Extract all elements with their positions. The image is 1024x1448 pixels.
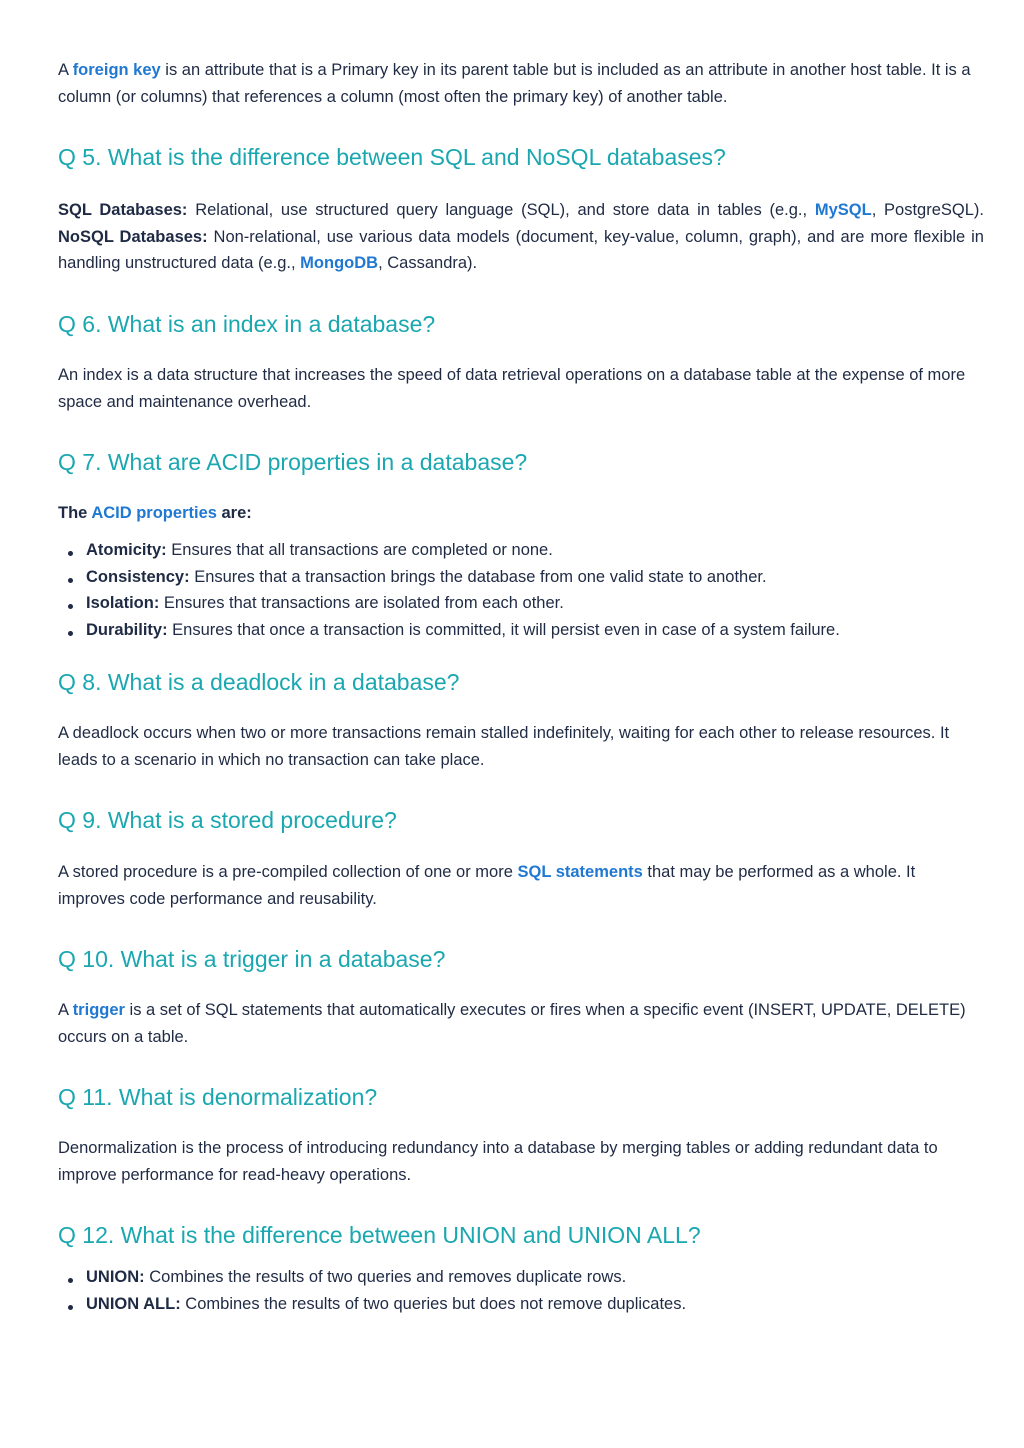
list-item	[58, 564, 984, 591]
q6-answer-paragraph: An index is a data structure that increases the speed of data retrieval operations on a database table at the expense of more space and maintenance overhead.	[58, 366, 966, 411]
q8-heading: Q 8. What is a deadlock in a database?	[58, 669, 460, 695]
q11-answer-paragraph: Denormalization is the process of introducing redundancy into a database by merging tables or adding redundant data to improve performance for read-heavy operations.	[58, 1139, 938, 1184]
acid-properties-list	[58, 537, 984, 643]
q5-answer-paragraph	[58, 197, 984, 277]
text-segment: A	[58, 61, 73, 79]
q8-answer-paragraph: A deadlock occurs when two or more transactions remain stalled indefinitely, waiting for each other to release resources. It leads to a scenario in which no transaction can take place.	[58, 724, 950, 769]
sql-databases-term: SQL Databases:	[58, 201, 188, 219]
list-item	[58, 590, 984, 617]
q11-heading: Q 11. What is denormalization?	[58, 1084, 378, 1110]
text-segment: Relational, use structured query language (SQL), and store data in tables (e.g.,	[187, 201, 815, 219]
mysql-link[interactable]: MySQL	[814, 201, 872, 219]
bullet-dot-icon	[68, 551, 73, 556]
text-segment: , PostgreSQL).	[871, 201, 984, 219]
text-segment: that may be performed as a whole. It improves code performance and reusability.	[58, 863, 916, 908]
list-item-text: Ensures that transactions are isolated from each other.	[159, 594, 564, 612]
text-segment: Non-relational, use various data models (document, key-value, column, graph), and are more flexible in handling unstructured data (e.g.,	[58, 227, 984, 272]
list-item-text: Ensures that all transactions are completed or none.	[166, 541, 553, 559]
q10-answer-paragraph	[58, 997, 984, 1050]
text-segment: are:	[216, 504, 252, 522]
list-item	[58, 537, 984, 564]
text-segment: A	[58, 1001, 73, 1019]
acid-lead-paragraph	[58, 500, 984, 527]
list-item-term: Isolation:	[86, 594, 160, 612]
text-segment: The	[58, 504, 92, 522]
q7-heading: Q 7. What are ACID properties in a database?	[58, 449, 528, 475]
list-item-text: Ensures that once a transaction is committed, it will persist even in case of a system failure.	[167, 620, 840, 639]
text-segment: , Cassandra).	[378, 254, 478, 272]
bullet-dot-icon	[68, 578, 73, 583]
bullet-dot-icon	[68, 631, 73, 636]
list-item-term: Atomicity:	[86, 541, 167, 559]
q6-heading: Q 6. What is an index in a database?	[58, 311, 436, 337]
foreign-key-link[interactable]: foreign key	[72, 61, 161, 79]
list-item	[58, 617, 984, 644]
q9-answer-paragraph	[58, 859, 984, 912]
q10-heading: Q 10. What is a trigger in a database?	[58, 946, 446, 972]
list-item-text: Ensures that a transaction brings the database from one valid state to another.	[189, 567, 767, 586]
bullet-dot-icon	[68, 1305, 73, 1310]
union-list	[58, 1264, 984, 1317]
list-item	[58, 1264, 984, 1291]
trigger-link[interactable]: trigger	[72, 1001, 125, 1019]
nosql-databases-term: NoSQL Databases:	[58, 227, 208, 246]
mongodb-link[interactable]: MongoDB	[300, 254, 379, 272]
foreign-key-paragraph	[58, 57, 984, 110]
list-item-text: Combines the results of two queries but does not remove duplicates.	[180, 1294, 687, 1313]
q9-heading: Q 9. What is a stored procedure?	[58, 807, 397, 833]
bullet-dot-icon	[68, 1278, 73, 1283]
sql-statements-link[interactable]: SQL statements	[517, 863, 643, 881]
text-segment: A stored procedure is a pre-compiled collection of one or more	[58, 863, 518, 881]
list-item-term: Durability:	[86, 620, 168, 639]
q12-heading: Q 12. What is the difference between UNION and UNION ALL?	[58, 1222, 701, 1248]
q5-heading: Q 5. What is the difference between SQL and NoSQL databases?	[58, 144, 726, 170]
text-segment: is a set of SQL statements that automatically executes or fires when a specific event (INSERT, UPDATE, DELETE) occurs on a table.	[58, 1001, 966, 1046]
list-item-text: Combines the results of two queries and removes duplicate rows.	[144, 1268, 627, 1286]
list-item-term: UNION:	[86, 1268, 145, 1286]
list-item	[58, 1291, 984, 1318]
acid-properties-link[interactable]: ACID properties	[91, 504, 217, 522]
list-item-term: Consistency:	[86, 567, 190, 586]
bullet-dot-icon	[68, 604, 73, 609]
text-segment: is an attribute that is a Primary key in its parent table but is included as an attribute in another host table. It is a column (or columns) that references a column (most often the primary key) of another table.	[58, 61, 971, 106]
list-item-term: UNION ALL:	[86, 1294, 181, 1313]
